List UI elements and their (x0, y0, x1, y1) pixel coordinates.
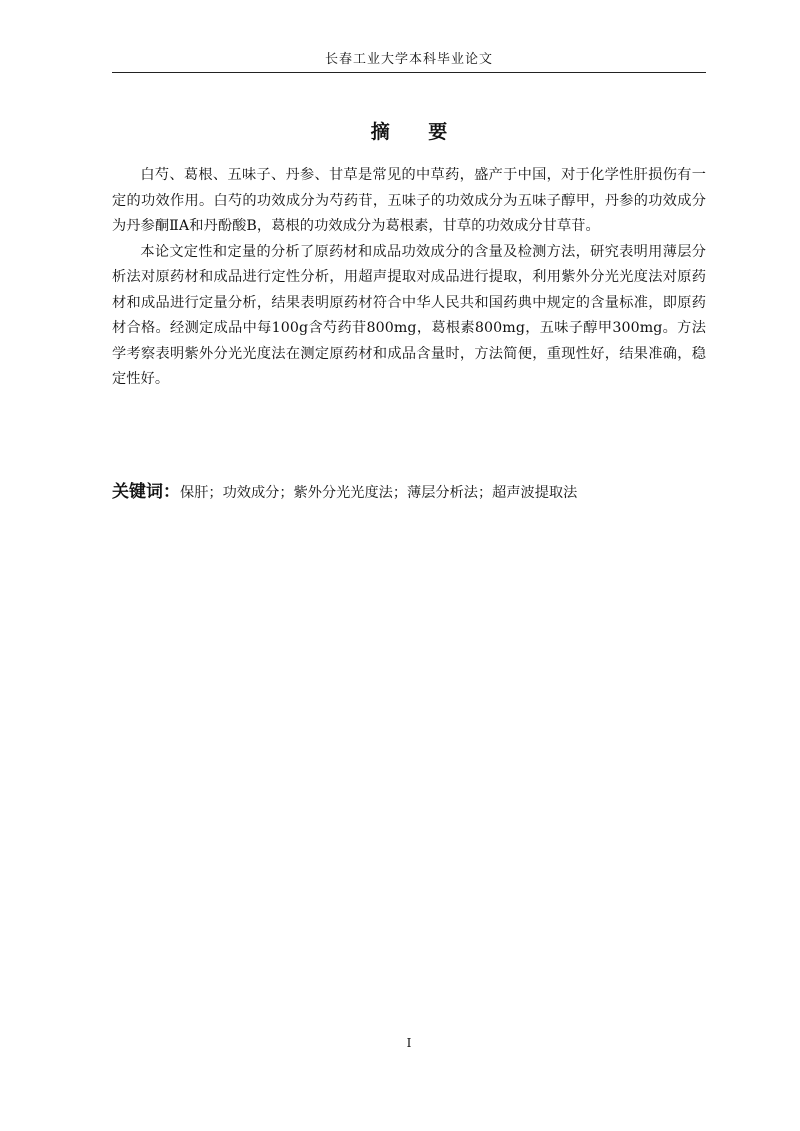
header-divider (112, 72, 706, 73)
keywords-text: 保肝；功效成分；紫外分光光度法；薄层分析法；超声波提取法 (180, 485, 578, 501)
keywords-line (112, 478, 706, 507)
page-number: I (406, 1036, 412, 1050)
running-header: 长春工业大学本科毕业论文 (324, 52, 493, 67)
abstract-paragraph-1: 白芍、葛根、五味子、丹参、甘草是常见的中草药，盛产于中国，对于化学性肝损伤有一定的功效作用。白芍的功效成分为芍药苷，五味子的功效成分为五味子醇甲，丹参的功效成分为丹参酮ⅡA和丹酚酸B，葛根的功效成分为葛根素，甘草的功效成分甘草苷。 (112, 167, 706, 234)
keywords-label: 关键词： (112, 482, 180, 502)
abstract-title: 摘 要 (370, 121, 464, 143)
abstract-body (112, 163, 706, 393)
abstract-paragraph-2: 本论文定性和定量的分析了原药材和成品功效成分的含量及检测方法，研究表明用薄层分析法对原药材和成品进行定性分析，用超声提取对成品进行提取，利用紫外分光光度法对原药材和成品进行定量分析，结果表明原药材符合中华人民共和国药典中规定的含量标准，即原药材合格。经测定成品中每100g含芍药苷800mg，葛根素800mg，五味子醇甲300mg。方法学考察表明紫外分光光度法在测定原药材和成品含量时，方法简便，重现性好，结果准确，稳定性好。 (112, 243, 706, 387)
